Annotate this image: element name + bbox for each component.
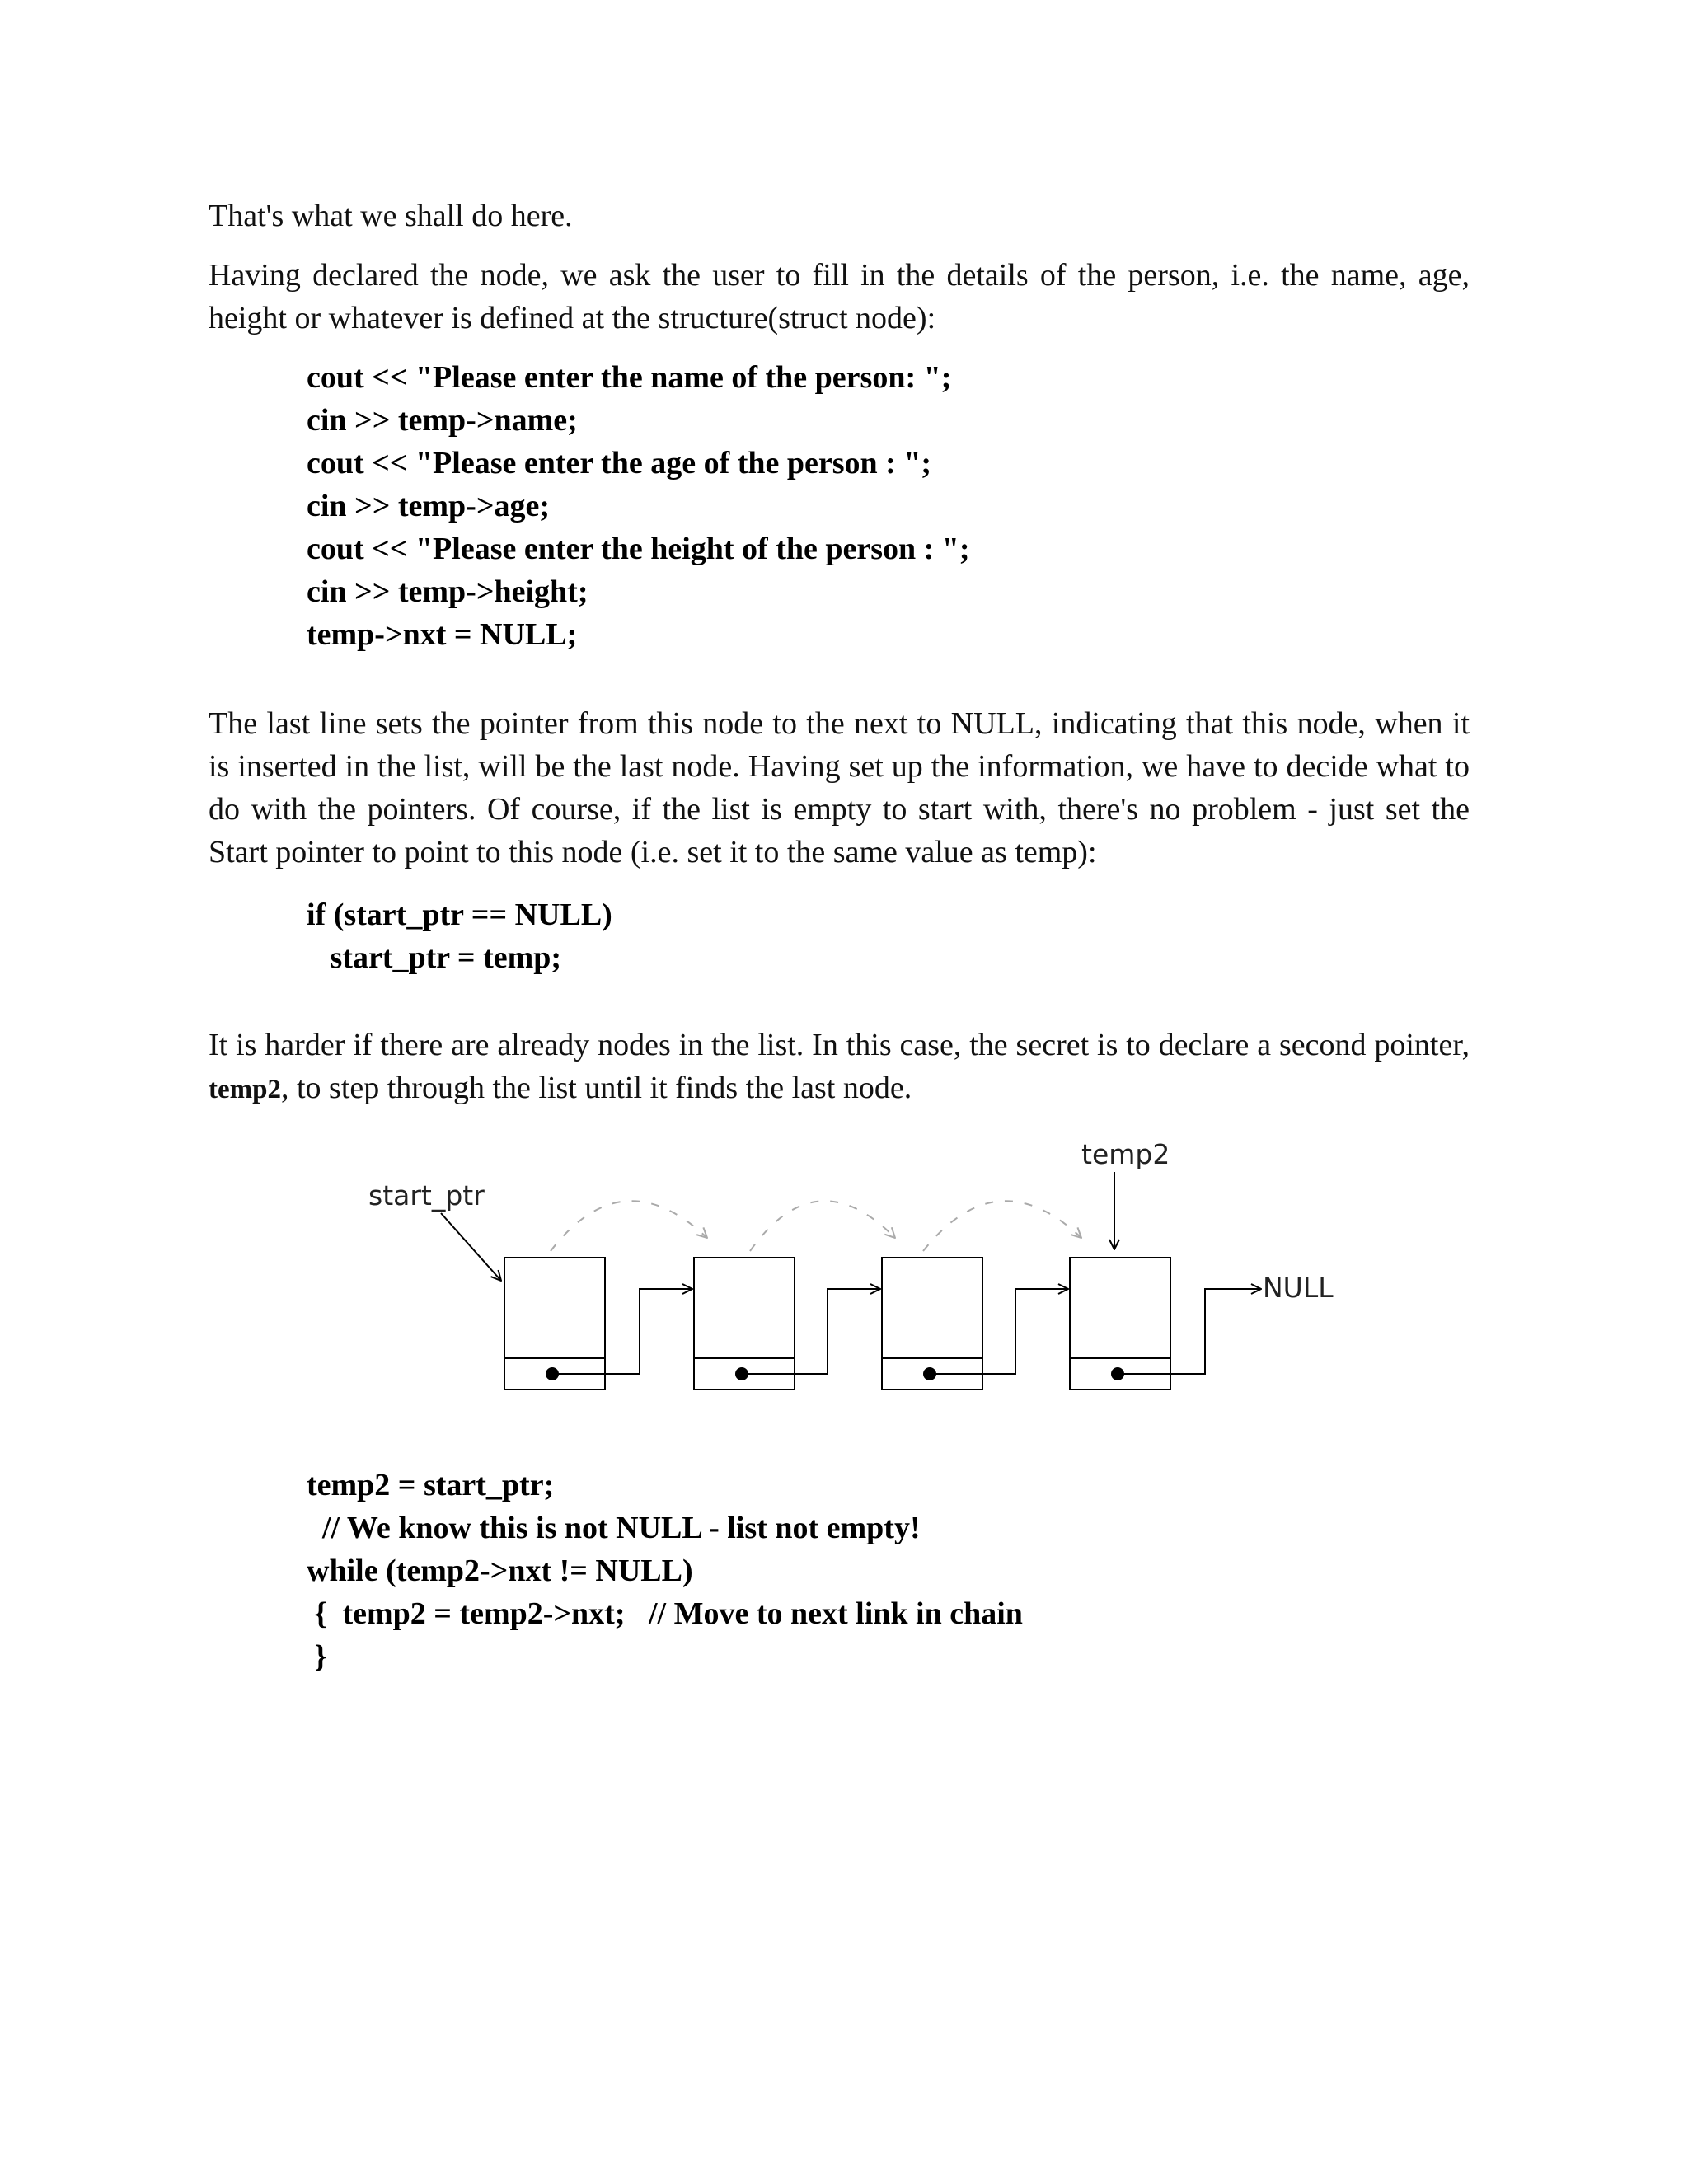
code-line: while (temp2->nxt != NULL) [307,1554,693,1588]
inline-code-temp2: temp2 [209,1075,281,1104]
code-line: cout << "Please enter the name of the person: "; [307,360,952,395]
start-ptr-arrow [441,1213,501,1281]
code-line: cout << "Please enter the age of the person : "; [307,446,932,480]
code-line: if (start_ptr == NULL) [307,898,612,932]
null-pointer-arrow [1118,1289,1261,1374]
start-ptr-label: start_ptr [368,1179,485,1212]
list-node [504,1258,605,1390]
list-node [694,1258,795,1390]
paragraph-last-line: The last line sets the pointer from this node to the next to NULL, indicating that this node, when it is inserted in the list, will be the last node. Having set up the information, we have to decide what to do with the pointers. Of course, if the list is empty to start with, there's no problem - just set the Start pointer to point to this node (i.e. set it to the same value as temp): [209,706,1470,869]
paragraph-intro: That's what we shall do here. [209,199,573,233]
code-line: cin >> temp->name; [307,403,578,438]
next-pointer-arrow [742,1289,880,1374]
code-line: cin >> temp->age; [307,489,551,523]
null-label: NULL [1263,1272,1334,1304]
traversal-arrow [750,1201,895,1251]
code-line: start_ptr = temp; [307,940,562,975]
code-line: cout << "Please enter the height of the person : "; [307,532,970,566]
code-comment: // We know this is not NULL - list not empty! [307,1511,921,1545]
code-line: { temp2 = temp2->nxt; // Move to next link in chain [307,1596,1023,1631]
code-line: temp->nxt = NULL; [307,617,578,652]
traversal-arrow [551,1201,707,1251]
code-line: } [307,1639,327,1674]
list-node [1070,1258,1170,1390]
code-line: temp2 = start_ptr; [307,1468,555,1502]
paragraph-declared-node: Having declared the node, we ask the user to fill in the details of the person, i.e. the name, age, height or whatever is defined at the structure(struct node): [209,258,1470,335]
temp2-label: temp2 [1081,1138,1170,1170]
paragraph-text: , to step through the list until it finds the last node. [280,1071,912,1105]
code-block-while [307,1464,1023,1678]
next-pointer-arrow [930,1289,1068,1374]
next-pointer-arrow [552,1289,692,1374]
paragraph-text: It is harder if there are already nodes in the list. In this case, the secret is to declare a second pointer, [209,1028,1470,1062]
list-node [882,1258,982,1390]
code-line: cin >> temp->height; [307,574,588,609]
traversal-arrow [923,1201,1081,1251]
